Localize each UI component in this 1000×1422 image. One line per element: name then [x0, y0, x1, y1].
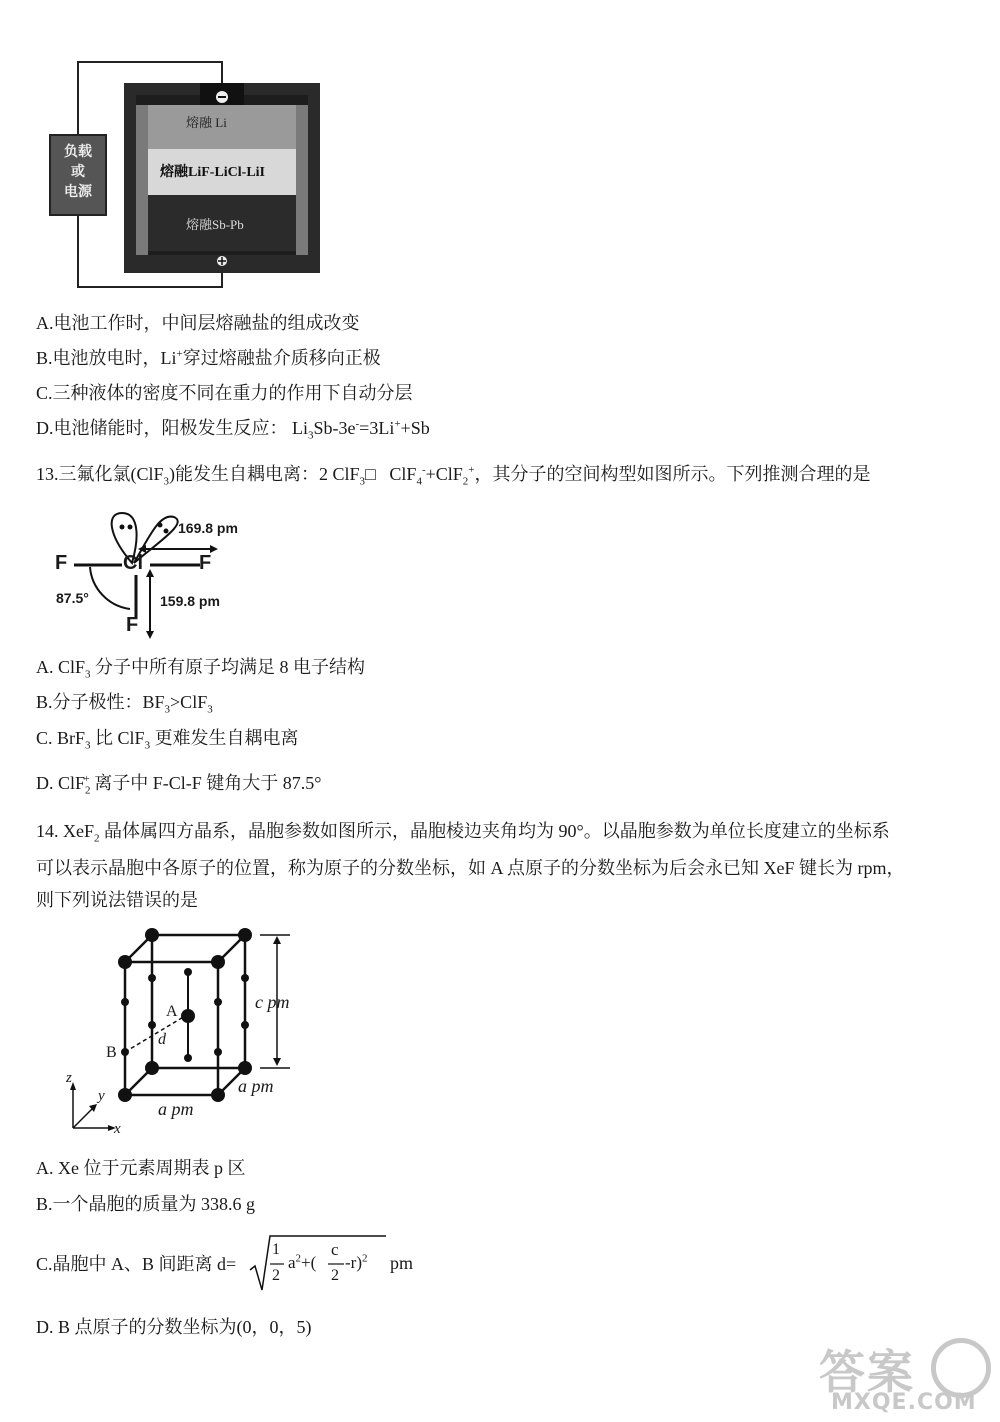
cell-param-a-right: a pm: [238, 1076, 274, 1096]
q12-option-b: B.电池放电时，Li+穿过熔融盐介质移向正极: [36, 348, 381, 368]
q13-option-c: C. BrF$_3$ 比 ClF$_3$ 更难发生自耦电离: [36, 728, 299, 752]
clf3-bond-length-1: 169.8 pm: [178, 520, 238, 536]
clf3-bond-length-2: 159.8 pm: [160, 593, 220, 609]
atom-label-a: A: [166, 1003, 178, 1020]
axis-label-x: x: [114, 1121, 121, 1137]
q13-stem: 13.三氟化氯(ClF$_3$)能发生自耦电离：2 ClF$_3$□ ClF$_4$-+ClF$_2$+，其分子的空间构型如图所示。下列推测合理的是: [36, 464, 871, 488]
watermark-logo: 答案 MXQE.COM: [807, 1336, 992, 1418]
clf3-atom-cl: Cl: [123, 552, 143, 574]
clf3-bond-angle: 87.5°: [56, 590, 89, 606]
q14-option-d: D. B 点原子的分数坐标为(0，0，5): [36, 1317, 312, 1337]
cell-param-c: c pm: [255, 992, 290, 1012]
distance-label-d: d: [158, 1031, 166, 1048]
q13-option-b: B.分子极性：$BF_3>ClF_3$: [36, 692, 213, 716]
battery-top-layer-label: 熔融 Li: [186, 115, 227, 130]
q14-stem-line-1: 14. XeF$_2$ 晶体属四方晶系，晶胞参数如图所示，晶胞棱边夹角均为 90°。以晶胞参数为单位长度建立的坐标系: [36, 821, 890, 845]
axis-label-y: y: [98, 1088, 105, 1104]
clf3-atom-f-bottom: F: [126, 614, 139, 636]
q12-option-c: C.三种液体的密度不同在重力的作用下自动分层: [36, 383, 413, 403]
clf3-atom-f-left: F: [55, 552, 68, 574]
q14-option-a: A. Xe 位于元素周期表 p 区: [36, 1158, 246, 1178]
cell-param-a-bottom: a pm: [158, 1099, 194, 1119]
battery-load-label: 负载 或 电源: [64, 145, 92, 200]
clf3-atom-f-right: F: [199, 552, 212, 574]
axis-label-z: z: [66, 1070, 72, 1086]
battery-bottom-layer-label: 熔融Sb-Pb: [186, 217, 244, 232]
q13-option-a: A. ClF$_3$ 分子中所有原子均满足 8 电子结构: [36, 657, 366, 681]
battery-middle-layer-label: 熔融LiF-LiCl-LiI: [160, 165, 266, 180]
q14-option-c: C.晶胞中 A、B 间距离 d=: [36, 1254, 237, 1274]
atom-label-b: B: [106, 1044, 117, 1061]
q14-stem-line-3: 则下列说法错误的是: [36, 890, 198, 910]
q13-option-d: D. ClF$_2$+ 离子中 F-Cl-F 键角大于 87.5°: [36, 773, 322, 797]
q12-option-d: D.电池储能时，阳极发生反应： $Li_3Sb-3e^-=3Li^++Sb$: [36, 418, 430, 442]
q12-option-a: A.电池工作时，中间层熔融盐的组成改变: [36, 313, 360, 333]
q14-option-b: B.一个晶胞的质量为 338.6 g: [36, 1194, 256, 1214]
q14-option-c-formula: 1 2 $a^2+$( c 2 -r)$^2$ pm: [248, 1232, 438, 1296]
q14-stem-line-2: 可以表示晶胞中各原子的位置，称为原子的分数坐标，如 A 点原子的分数坐标为后会永已知 XeF 键长为 rpm，: [36, 858, 905, 878]
